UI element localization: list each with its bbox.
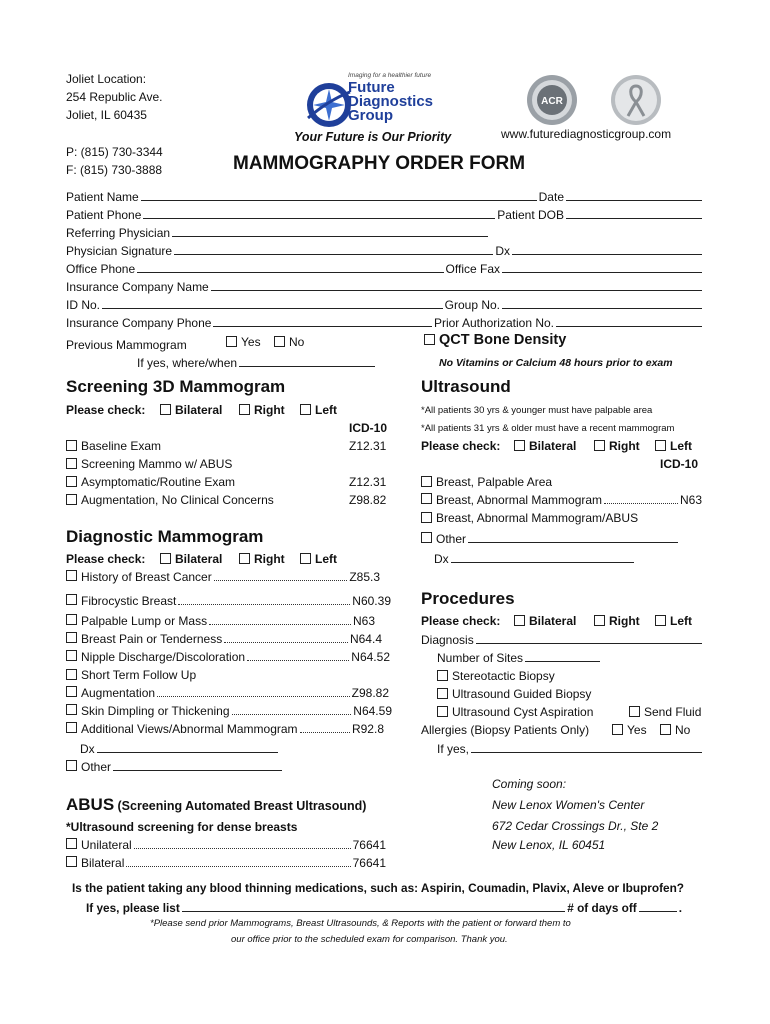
diagnostic-item[interactable]: Short Term Follow Up [66, 666, 196, 684]
abus-title: ABUS [66, 795, 115, 814]
ultrasound-item[interactable]: Breast, Palpable Area [421, 473, 552, 491]
checkbox[interactable] [612, 724, 623, 735]
office-fax-field[interactable] [502, 260, 702, 273]
ultrasound-title: Ultrasound [421, 377, 511, 396]
patient-phone-label: Patient Phone [66, 208, 142, 222]
screening-title: Screening 3D Mammogram [66, 377, 286, 396]
procedures-title: Procedures [421, 589, 515, 608]
screening-icd-header: ICD-10 [349, 421, 388, 435]
abus-note: *Ultrasound screening for dense breasts [66, 820, 298, 834]
diagnostic-item[interactable]: Fibrocystic Breast N60.39 [66, 592, 391, 610]
checkbox[interactable] [66, 838, 77, 849]
footer-note-1: *Please send prior Mammograms, Breast Ultrasounds, & Reports with the patient or forward them to [150, 918, 571, 929]
screening-item[interactable]: Baseline Exam [66, 437, 161, 455]
ultrasound-please-check: Please check: [421, 439, 501, 453]
referring-physician-row[interactable] [66, 224, 490, 242]
logo-star-icon [304, 80, 354, 130]
ultrasound-right[interactable]: Right [594, 437, 640, 455]
checkbox[interactable] [239, 404, 250, 415]
checkbox[interactable] [66, 760, 77, 771]
ultrasound-dx-row[interactable] [434, 550, 636, 568]
blood-thinner-list-field[interactable] [182, 899, 565, 912]
date-label: Date [538, 190, 564, 204]
id-group-row[interactable] [66, 296, 704, 314]
allergies-no[interactable]: No [660, 721, 690, 739]
checkbox[interactable] [300, 404, 311, 415]
patient-dob-field[interactable] [566, 206, 702, 219]
ultrasound-code: N63 [679, 493, 702, 507]
coming-soon-label: Coming soon: [492, 777, 567, 791]
checkbox[interactable] [66, 686, 77, 697]
group-no-field[interactable] [502, 296, 702, 309]
procedures-please-check: Please check: [421, 614, 501, 628]
checkbox[interactable] [160, 553, 171, 564]
ultrasound-note-2: *All patients 31 yrs & older must have a recent mammogram [421, 423, 675, 434]
screening-bilateral[interactable]: Bilateral [160, 401, 222, 419]
ultrasound-other-field[interactable] [468, 530, 678, 543]
diagnostic-item[interactable]: Additional Views/Abnormal Mammogram R92.8 [66, 720, 384, 738]
screening-left[interactable]: Left [300, 401, 337, 419]
id-no-label: ID No. [66, 298, 101, 312]
referring-physician-label: Referring Physician [66, 226, 171, 240]
date-field[interactable] [566, 188, 702, 201]
us-guided-biopsy-option[interactable]: Ultrasound Guided Biopsy [437, 685, 591, 703]
logo-line-1: Future [348, 79, 395, 96]
send-fluid-option[interactable]: Send Fluid [629, 703, 701, 721]
blood-thinner-list-row[interactable]: If yes, please list # of days off . [86, 901, 682, 915]
ultrasound-bilateral[interactable]: Bilateral [514, 437, 576, 455]
prior-auth-field[interactable] [556, 314, 702, 327]
checkbox[interactable] [160, 404, 171, 415]
ultrasound-item[interactable]: Breast, Abnormal Mammogram/ABUS [421, 509, 638, 527]
if-yes-where-label: If yes, where/when [137, 356, 238, 370]
logo-line-2: Diagnostics [348, 93, 434, 110]
address-line-1: 254 Republic Ave. [66, 90, 163, 104]
address-line-2: Joliet, IL 60435 [66, 108, 147, 122]
days-off-field[interactable] [639, 899, 677, 912]
diagnostic-item[interactable]: Skin Dimpling or Thickening N64.59 [66, 702, 392, 720]
checkbox[interactable] [421, 512, 432, 523]
ultrasound-icd-header: ICD-10 [660, 457, 699, 471]
physician-signature-row[interactable] [66, 242, 704, 260]
if-yes-where-row[interactable] [137, 354, 377, 372]
dx-label: Dx [495, 244, 510, 258]
diagnostic-item[interactable]: History of Breast Cancer Z85.3 [66, 568, 380, 586]
slogan: Your Future is Our Priority [294, 130, 452, 144]
ribbon-badge-icon [610, 74, 662, 126]
insurance-name-field[interactable] [211, 278, 702, 291]
diagnostic-item[interactable]: Palpable Lump or Mass N63 [66, 612, 375, 630]
abus-subtitle: (Screening Automated Breast Ultrasound) [117, 799, 367, 813]
diagnostic-please-check: Please check: [66, 552, 146, 566]
abus-heading [66, 795, 366, 815]
phone-number: P: (815) 730-3344 [66, 145, 163, 159]
diagnosis-field[interactable] [476, 631, 702, 644]
checkbox[interactable] [655, 440, 666, 451]
previous-mammogram-yes[interactable]: Yes [226, 333, 261, 351]
website-link[interactable]: www.futurediagnosticgroup.com [501, 127, 672, 141]
checkbox[interactable] [300, 553, 311, 564]
fax-number: F: (815) 730-3888 [66, 163, 163, 177]
diagnostic-title: Diagnostic Mammogram [66, 527, 264, 546]
allergies-if-yes-row[interactable] [437, 740, 704, 758]
checkbox[interactable] [660, 724, 671, 735]
location-label: Joliet Location: [66, 72, 147, 86]
checkbox[interactable] [421, 493, 432, 504]
diagnostic-item[interactable]: Augmentation Z98.82 [66, 684, 389, 702]
diagnostic-right[interactable]: Right [239, 550, 285, 568]
number-of-sites-label: Number of Sites [437, 651, 524, 665]
checkbox[interactable] [66, 704, 77, 715]
coming-soon-address-2: New Lenox, IL 60451 [492, 838, 606, 852]
insurance-phone-field[interactable] [213, 314, 432, 327]
patient-dob-label: Patient DOB [497, 208, 564, 222]
group-no-label: Group No. [444, 298, 500, 312]
checkbox[interactable] [437, 670, 448, 681]
previous-mammogram-label: Previous Mammogram [66, 338, 187, 352]
diagnosis-label: Diagnosis [421, 633, 474, 647]
logo-line-3: Group [348, 107, 393, 124]
qct-bone-density-option[interactable]: QCT Bone Density [424, 332, 566, 348]
office-phone-label: Office Phone [66, 262, 136, 276]
logo-tagline: Imaging for a healthier future [348, 72, 432, 79]
physician-signature-label: Physician Signature [66, 244, 173, 258]
insurance-name-row[interactable] [66, 278, 704, 296]
checkbox[interactable] [421, 532, 432, 543]
checkbox[interactable] [514, 615, 525, 626]
checkbox[interactable] [274, 336, 285, 347]
referring-physician-field[interactable] [172, 224, 488, 237]
diagnostic-item[interactable]: Nipple Discharge/Discoloration N64.52 [66, 648, 390, 666]
ultrasound-note-1: *All patients 30 yrs & younger must have palpable area [421, 405, 653, 416]
patient-name-field[interactable] [141, 188, 537, 201]
abus-bilateral[interactable]: Bilateral 76641 [66, 854, 386, 872]
checkbox[interactable] [66, 458, 77, 469]
screening-item[interactable]: Augmentation, No Clinical Concerns [66, 491, 274, 509]
allergies-yes[interactable]: Yes [612, 721, 647, 739]
patient-name-row[interactable] [66, 188, 704, 206]
coming-soon-name: New Lenox Women's Center [492, 798, 645, 812]
patient-phone-row[interactable] [66, 206, 704, 224]
checkbox[interactable] [66, 440, 77, 451]
checkbox[interactable] [66, 570, 77, 581]
form-title: MAMMOGRAPHY ORDER FORM [233, 153, 526, 174]
id-no-field[interactable] [102, 296, 443, 309]
checkbox[interactable] [66, 856, 77, 867]
diagnostic-other-row[interactable]: Other [66, 758, 284, 776]
patient-name-label: Patient Name [66, 190, 139, 204]
allergies-if-yes-label: If yes, [437, 742, 470, 756]
checkbox[interactable] [514, 440, 525, 451]
if-yes-list-label: If yes, please list [86, 901, 180, 915]
days-off-label: # of days off [567, 901, 637, 915]
ultrasound-dx-label: Dx [434, 552, 449, 566]
number-of-sites-row[interactable] [437, 649, 602, 667]
screening-please-check: Please check: [66, 403, 146, 417]
diagnostic-item[interactable]: Breast Pain or Tenderness N64.4 [66, 630, 382, 648]
stereotactic-biopsy-option[interactable]: Stereotactic Biopsy [437, 667, 555, 685]
allergies-if-yes-field[interactable] [471, 740, 702, 753]
screening-right[interactable]: Right [239, 401, 285, 419]
insurance-name-label: Insurance Company Name [66, 280, 209, 294]
checkbox[interactable] [594, 440, 605, 451]
acr-badge-icon [526, 74, 578, 126]
footer-note-2: our office prior to the scheduled exam for comparison. Thank you. [231, 934, 508, 945]
checkbox[interactable] [66, 632, 77, 643]
ultrasound-left[interactable]: Left [655, 437, 692, 455]
checkbox[interactable] [437, 688, 448, 699]
checkbox[interactable] [66, 614, 77, 625]
ultrasound-item[interactable]: Breast, Abnormal Mammogram N63 [421, 491, 702, 509]
checkbox[interactable] [421, 476, 432, 487]
checkbox[interactable] [655, 615, 666, 626]
checkbox[interactable] [66, 669, 77, 680]
acr-badge-text: ACR [541, 96, 563, 107]
coming-soon-address-1: 672 Cedar Crossings Dr., Ste 2 [492, 819, 659, 833]
us-cyst-aspiration-option[interactable]: Ultrasound Cyst Aspiration [437, 703, 593, 721]
patient-phone-field[interactable] [143, 206, 495, 219]
abus-unilateral[interactable]: Unilateral 76641 [66, 836, 386, 854]
office-fax-label: Office Fax [445, 262, 500, 276]
screening-code: Z98.82 [349, 493, 387, 507]
diagnostic-dx-row[interactable] [80, 740, 280, 758]
if-yes-where-field[interactable] [239, 354, 375, 367]
checkbox[interactable] [66, 476, 77, 487]
checkbox[interactable] [594, 615, 605, 626]
prior-auth-label: Prior Authorization No. [433, 316, 554, 330]
screening-item[interactable]: Asymptomatic/Routine Exam [66, 473, 235, 491]
checkbox[interactable] [226, 336, 237, 347]
blood-thinner-question: Is the patient taking any blood thinning medications, such as: Aspirin, Coumadin, Plavix, Aleve or Ibuprofen? [72, 881, 684, 895]
dx-field[interactable] [512, 242, 702, 255]
previous-mammogram-no[interactable]: No [274, 333, 304, 351]
office-phone-row[interactable] [66, 260, 704, 278]
physician-signature-field[interactable] [174, 242, 493, 255]
insurance-phone-row[interactable] [66, 314, 704, 332]
number-of-sites-field[interactable] [525, 649, 600, 662]
checkbox[interactable] [437, 706, 448, 717]
allergies-label: Allergies (Biopsy Patients Only) [421, 723, 590, 737]
diagnostic-bilateral[interactable]: Bilateral [160, 550, 222, 568]
diagnosis-row[interactable] [421, 631, 704, 649]
screening-code: Z12.31 [349, 439, 387, 453]
diagnostic-other-field[interactable] [113, 758, 282, 771]
checkbox[interactable] [629, 706, 640, 717]
procedures-right[interactable]: Right [594, 612, 640, 630]
checkbox[interactable] [66, 494, 77, 505]
screening-item[interactable]: Screening Mammo w/ ABUS [66, 455, 232, 473]
ultrasound-other-row[interactable]: Other [421, 530, 680, 548]
checkbox[interactable] [239, 553, 250, 564]
procedures-left[interactable]: Left [655, 612, 692, 630]
checkbox[interactable] [424, 334, 435, 345]
diagnostic-dx-label: Dx [80, 742, 95, 756]
office-phone-field[interactable] [137, 260, 443, 273]
checkbox[interactable] [66, 594, 77, 605]
diagnostic-dx-field[interactable] [97, 740, 278, 753]
qct-note: No Vitamins or Calcium 48 hours prior to exam [439, 357, 673, 369]
checkbox[interactable] [66, 722, 77, 733]
insurance-phone-label: Insurance Company Phone [66, 316, 212, 330]
procedures-bilateral[interactable]: Bilateral [514, 612, 576, 630]
checkbox[interactable] [66, 650, 77, 661]
diagnostic-left[interactable]: Left [300, 550, 337, 568]
screening-code: Z12.31 [349, 475, 387, 489]
ultrasound-dx-field[interactable] [451, 550, 634, 563]
